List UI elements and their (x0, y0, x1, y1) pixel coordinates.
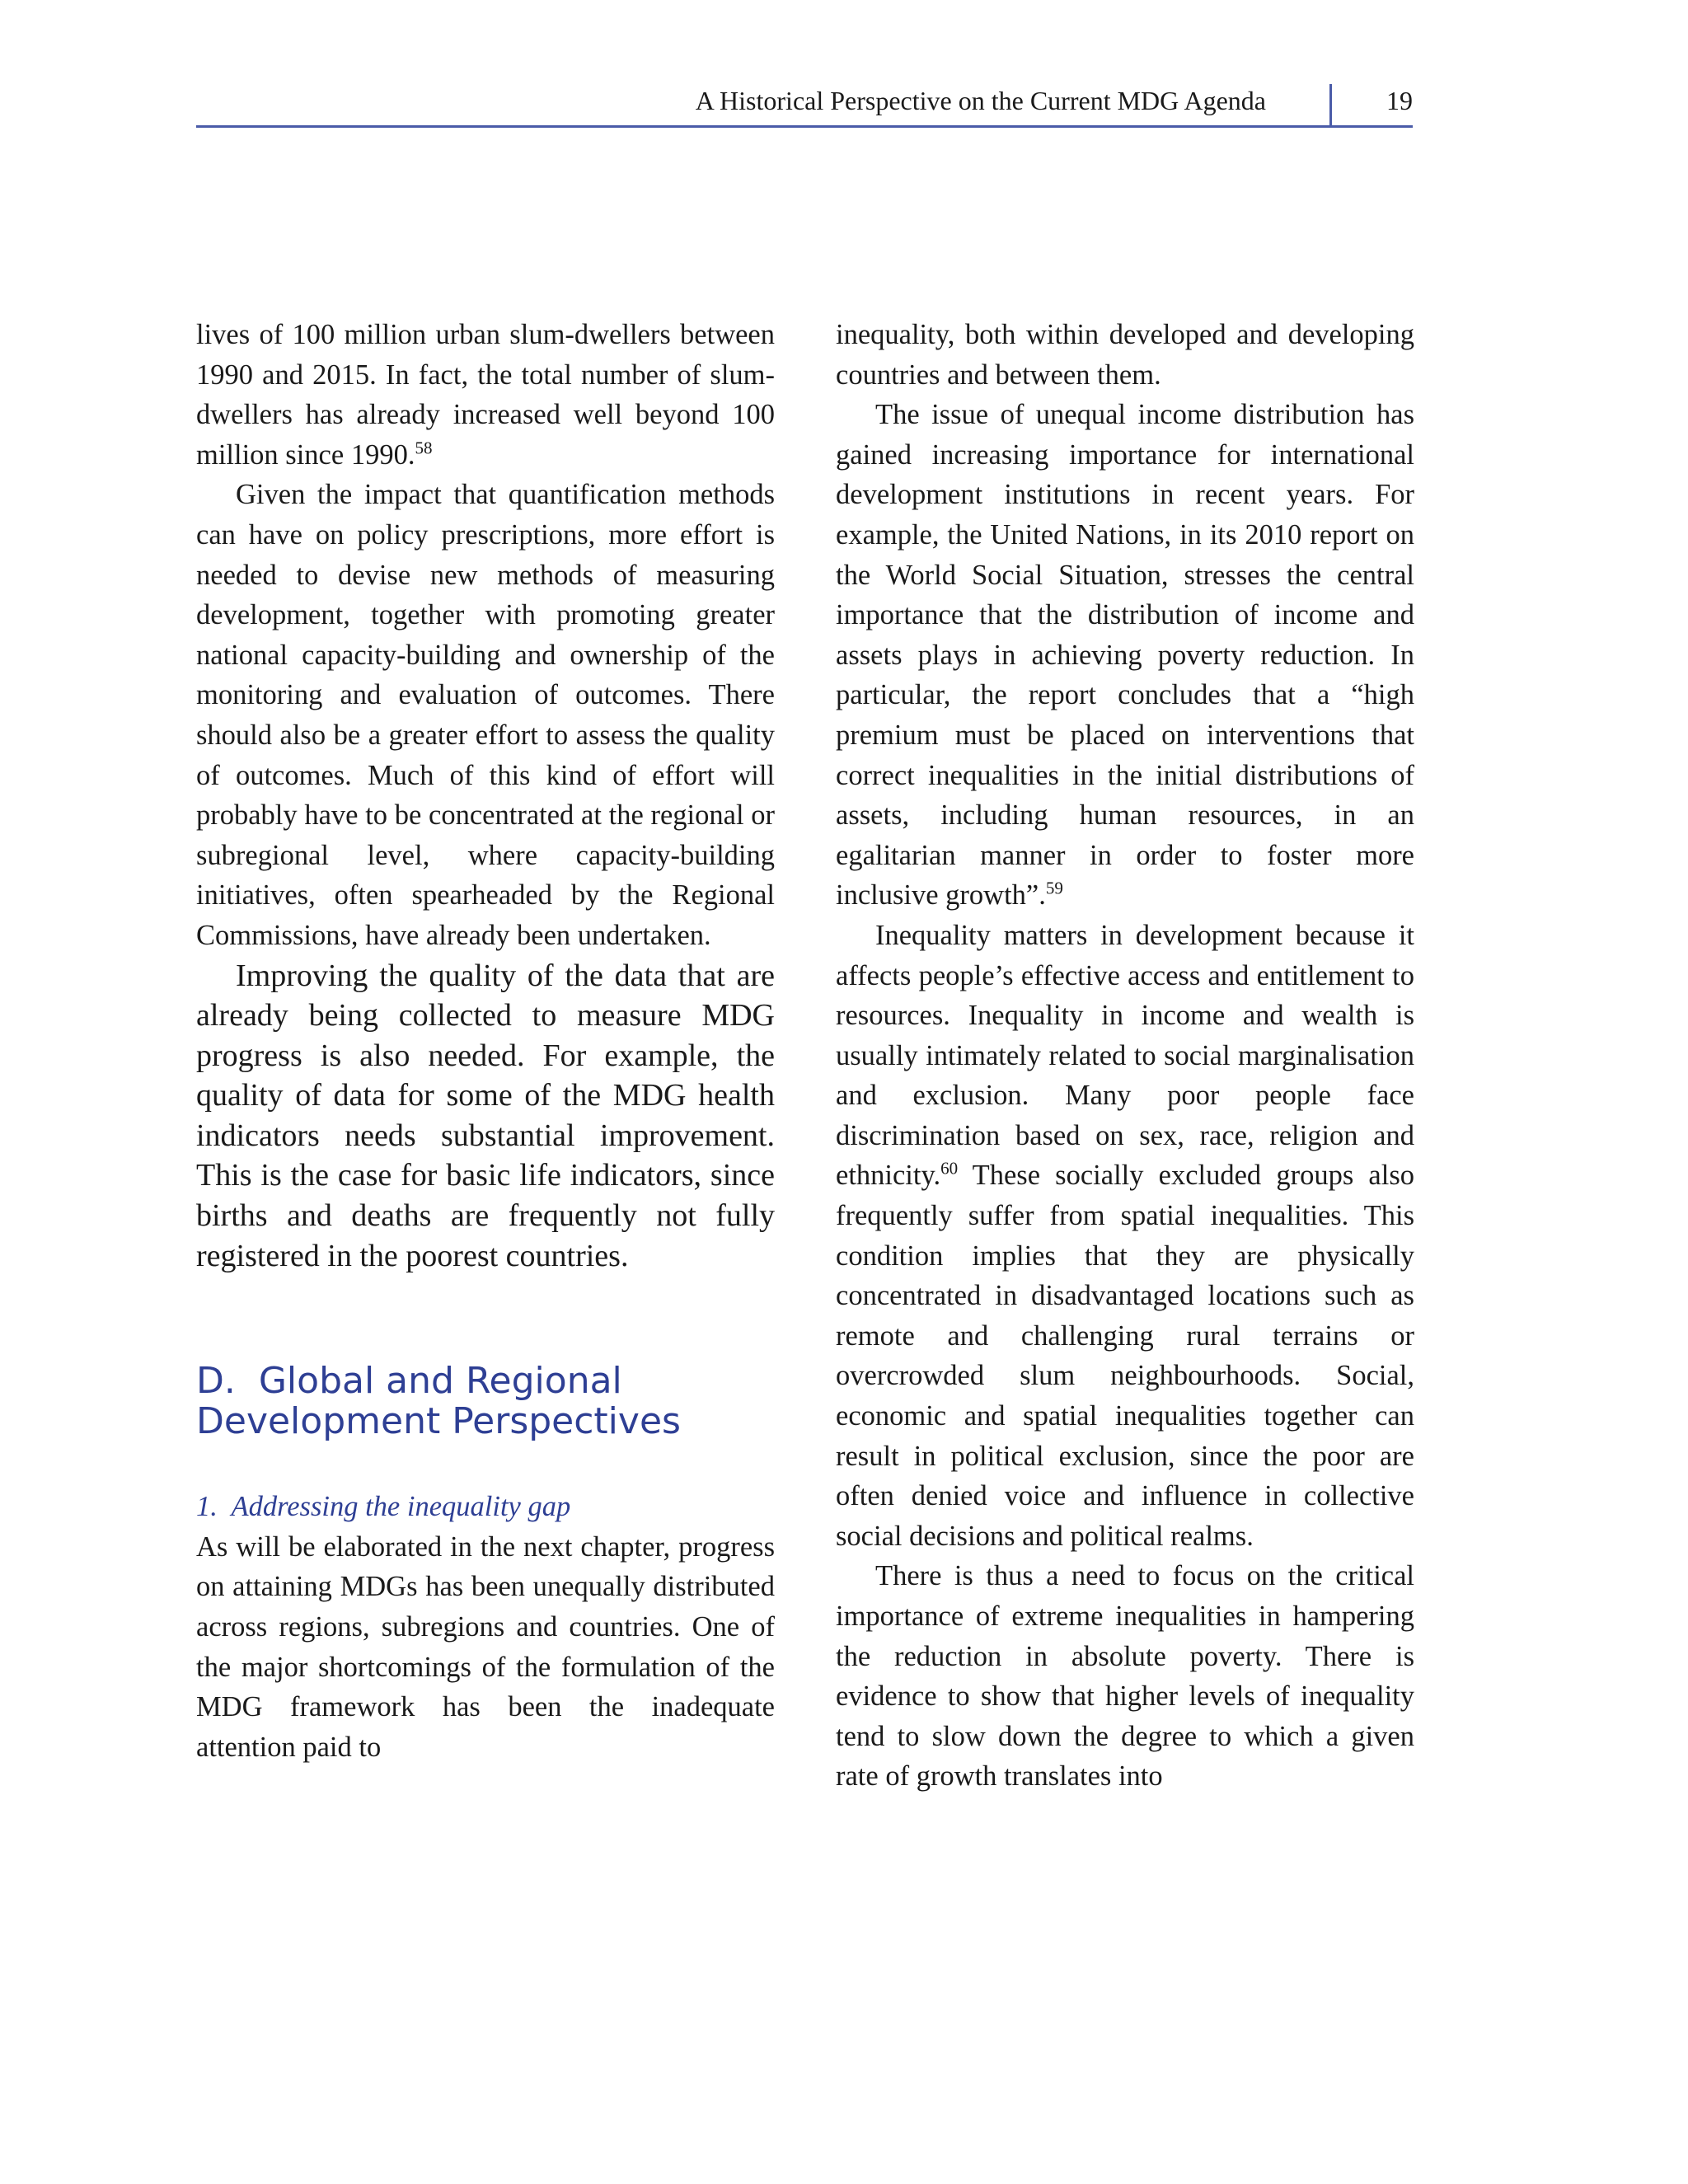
footnote-ref: 60 (940, 1158, 959, 1179)
header-separator (1329, 84, 1332, 127)
paragraph: Improving the quality of the data that are already being collected to measure MDG progress is also needed. For example, the quality of data for some of the MDG health indicators needs substantial improvement. This is the case for basic life indicators, since births and deaths are frequently not fully registered in the poorest countries. (196, 958, 775, 1273)
paragraph-text: These socially excluded groups also frequently suffer from spatial inequalities. This condition implies that they are physically concentrated in disadvantaged locations such as remote and challenging rural terrains or overcrowded slum neighbourhoods. Social, economic and spatial inequalities together can result in political exclusion, since the poor are often denied voice and influence in collective social decisions and political realms. (836, 1160, 1414, 1552)
paragraph (836, 916, 1414, 1557)
page-number: 19 (1386, 86, 1413, 115)
section-heading-line: Development Perspectives (196, 1400, 681, 1443)
subsection-heading: 1. Addressing the inequality gap (196, 1491, 571, 1523)
paragraph-text: The issue of unequal income distribution has gained increasing importance for international development institutions in recent years. For example, the United Nations, in its 2010 report on the World Social Situation, stresses the central importance that the distribution of income and assets plays in achieving poverty reduction. In particular, the report concludes that a “high premium must be placed on interventions that correct inequalities in the initial distributions of assets, including human resources, in an egalitarian manner in order to foster more inclusive growth”. (836, 399, 1414, 912)
right-column (836, 315, 1414, 1797)
paragraph (196, 315, 775, 475)
header-rule (196, 125, 1413, 128)
paragraph-text: Inequality matters in development because it affects people’s effective access and entitlement to resources. Inequality in income and wealth is usually intimately related to social marginalisation and exclusion. Many poor people face discrimination based on sex, race, religion and ethnicity. (836, 919, 1414, 1192)
paragraph: As will be elaborated in the next chapter, progress on attaining MDGs has been unequally distributed across regions, subregions and countries. One of the major shortcomings of the formulation of the MDG framework has been the inadequate attention paid to (196, 1530, 775, 1763)
footnote-ref: 59 (1045, 878, 1063, 898)
paragraph: inequality, both within developed and developing countries and between them. (836, 319, 1414, 391)
section-heading-line: D. Global and Regional (196, 1360, 622, 1403)
paragraph: There is thus a need to focus on the critical importance of extreme inequalities in hampering the reduction in absolute poverty. There is evidence to show that higher levels of inequality tend to slow down the degree to which a given rate of growth translates into (836, 1560, 1414, 1793)
running-title: A Historical Perspective on the Current MDG Agenda (695, 86, 1266, 115)
paragraph: Given the impact that quantification methods can have on policy prescriptions, more effort is needed to devise new methods of measuring development, together with promoting greater national capacity-building and ownership of the monitoring and evaluation of outcomes. There should also be a greater effort to assess the quality of outcomes. Much of this kind of effort will probably have to be concentrated at the regional or subregional level, where capacity-building initiatives, often spearheaded by the Regional Commissions, have already been undertaken. (196, 479, 775, 951)
footnote-ref: 58 (415, 438, 433, 458)
running-header (196, 84, 1413, 127)
paragraph (836, 395, 1414, 916)
paragraph-text: lives of 100 million urban slum-dwellers between 1990 and 2015. In fact, the total number of slum-dwellers has already increased well beyond 100 million since 1990. (196, 319, 775, 471)
section-heading (196, 1361, 775, 1441)
left-column (196, 315, 775, 1767)
